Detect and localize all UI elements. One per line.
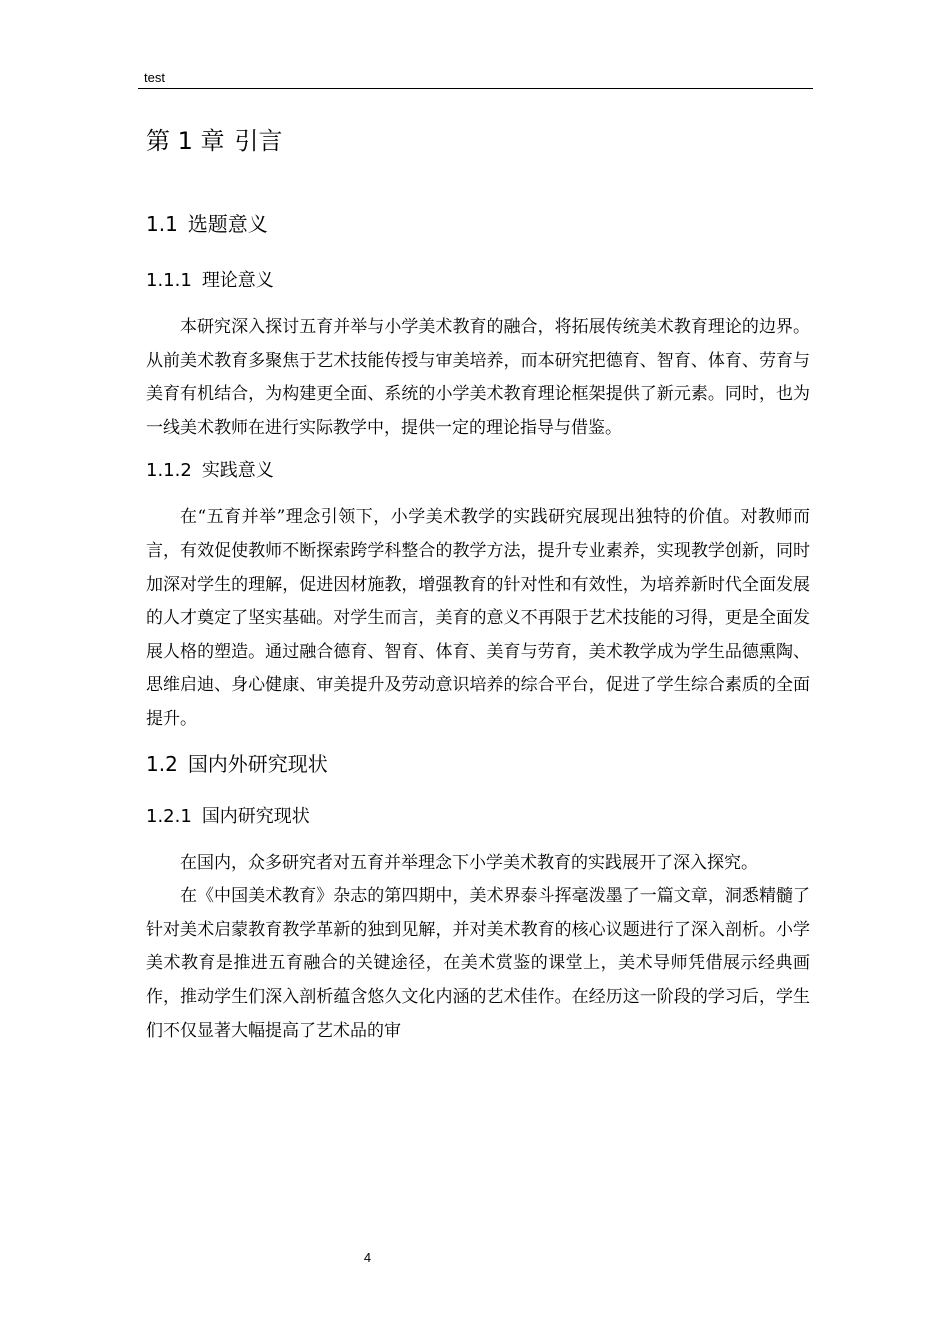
chapter-heading (146, 118, 810, 164)
section-title: 国内外研究现状 (187, 751, 328, 776)
section-heading-1-1 (146, 207, 810, 241)
subsection-number: 1.2.1 (146, 805, 192, 827)
subsection-number: 1.1.2 (146, 460, 192, 482)
header-rule (138, 88, 813, 89)
section-heading-1-2 (146, 747, 810, 781)
page-number: 4 (363, 1250, 372, 1265)
subsection-title: 实践意义 (201, 460, 274, 482)
running-header: test (144, 70, 165, 85)
subsection-number: 1.1.1 (146, 270, 192, 291)
section-title: 选题意义 (187, 212, 268, 236)
subsection-title: 理论意义 (201, 270, 274, 291)
paragraph-domestic-detail: 在《中国美术教育》杂志的第四期中，美术界泰斗挥毫泼墨了一篇文章，洞悉精髓了针对美术启蒙教育教学革新的独到见解，并对美术教育的核心议题进行了深入剖析。小学美术教育是推进五育融合的关键途径，在美术赏鉴的课堂上，美术导师凭借展示经典画作，推动学生们深入剖析蕴含悠久文化内涵的艺术佳作。在经历这一阶段的学习后，学生们不仅显著大幅提高了艺术品的审 (146, 886, 810, 1041)
paragraph-practical-significance: 在“五育并举”理念引领下，小学美术教学的实践研究展现出独特的价值。对教师而言，有效促使教师不断探索跨学科整合的教学方法，提升专业素养，实现教学创新，同时加深对学生的理解，促进因材施教，增强教育的针对性和有效性，为培养新时代全面发展的人才奠定了坚实基础。对学生而言，美育的意义不再限于艺术技能的习得，更是全面发展人格的塑造。通过融合德育、智育、体育、美育与劳育，美术教学成为学生品德熏陶、思维启迪、身心健康、审美提升及劳动意识培养的综合平台，促进了学生综合素质的全面提升。 (146, 507, 810, 729)
chapter-title: 引言 (234, 127, 283, 155)
page-body (146, 118, 810, 1048)
section-number: 1.2 (146, 751, 178, 776)
chapter-number: 第 1 章 (146, 127, 225, 155)
section-number: 1.1 (146, 212, 178, 236)
subsection-heading-1-1-2 (146, 455, 810, 487)
subsection-title: 国内研究现状 (201, 805, 310, 827)
paragraph-theoretical-significance: 本研究深入探讨五育并举与小学美术教育的融合，将拓展传统美术教育理论的边界。从前美术教育多聚焦于艺术技能传授与审美培养，而本研究把德育、智育、体育、劳育与美育有机结合，为构建更全面、系统的小学美术教育理论框架提供了新元素。同时，也为一线美术教师在进行实际教学中，提供一定的理论指导与借鉴。 (146, 317, 810, 438)
paragraph-domestic-intro: 在国内，众多研究者对五育并举理念下小学美术教育的实践展开了深入探究。 (180, 852, 758, 873)
subsection-heading-1-2-1 (146, 801, 810, 833)
subsection-heading-1-1-1 (146, 265, 810, 297)
